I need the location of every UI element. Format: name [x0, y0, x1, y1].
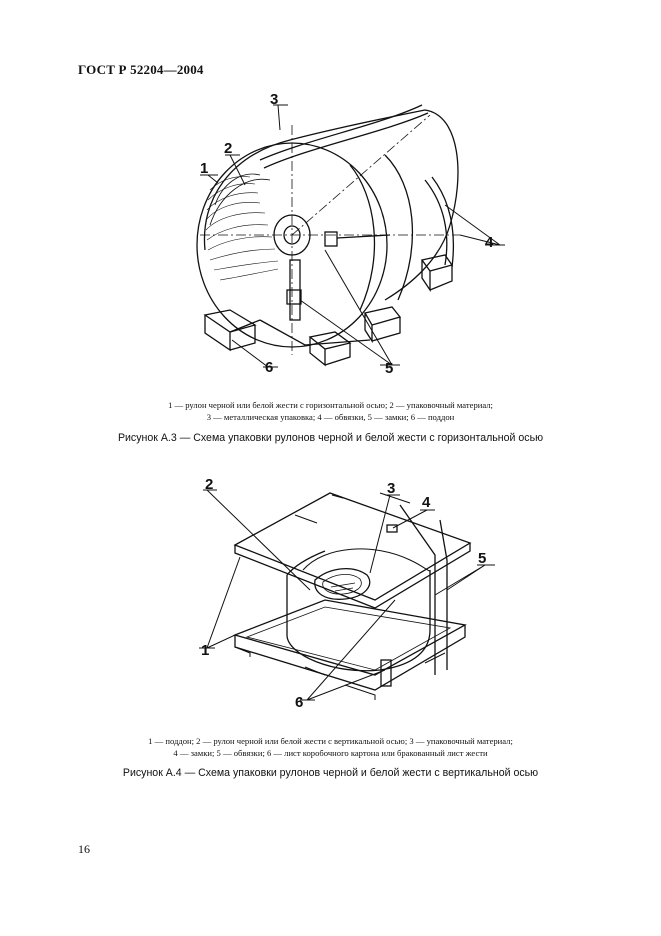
figure-a3-legend: [0, 399, 661, 423]
callout-a4-4: 4: [422, 494, 431, 511]
callout-a4-5: 5: [478, 550, 487, 567]
figure-a3-legend-line1: 1 — рулон черной или белой жести с горизонтальной осью; 2 — упаковочный материал;: [168, 400, 493, 410]
callout-a3-2: 2: [224, 140, 233, 157]
figure-a4-legend-line2: 4 — замки; 5 — обвязки; 6 — лист коробочного картона или бракованный лист жести: [173, 748, 488, 758]
figure-a3-caption: Рисунок А.3 — Схема упаковки рулонов черной и белой жести с горизонтальной осью: [117, 432, 544, 444]
callout-a3-5: 5: [385, 360, 394, 377]
callout-a4-1: 1: [201, 642, 210, 659]
page-number: 16: [78, 842, 90, 856]
callout-a3-6: 6: [265, 359, 274, 376]
figure-a4-legend-line1: 1 — поддон; 2 — рулон черной или белой жести с вертикальной осью; 3 — упаковочный материал;: [148, 736, 513, 746]
callout-a4-3: 3: [387, 480, 396, 497]
figure-a4-drawing: [195, 475, 505, 710]
callout-a4-6: 6: [295, 694, 304, 710]
callout-a4-2: 2: [205, 476, 214, 493]
callout-a3-1: 1: [200, 160, 209, 177]
figure-a3-drawing: [160, 85, 510, 380]
callout-a3-4: 4: [485, 234, 494, 251]
figure-a4-legend: [0, 735, 661, 759]
figure-a3-legend-line2: 3 — металлическая упаковка; 4 — обвязки, 5 — замки; 6 — поддон: [206, 412, 455, 422]
figure-a4-caption: Рисунок А.4 — Схема упаковки рулонов черной и белой жести с вертикальной осью: [122, 767, 539, 779]
callout-a3-3: 3: [270, 91, 279, 108]
document-header: ГОСТ Р 52204—2004: [78, 62, 204, 77]
